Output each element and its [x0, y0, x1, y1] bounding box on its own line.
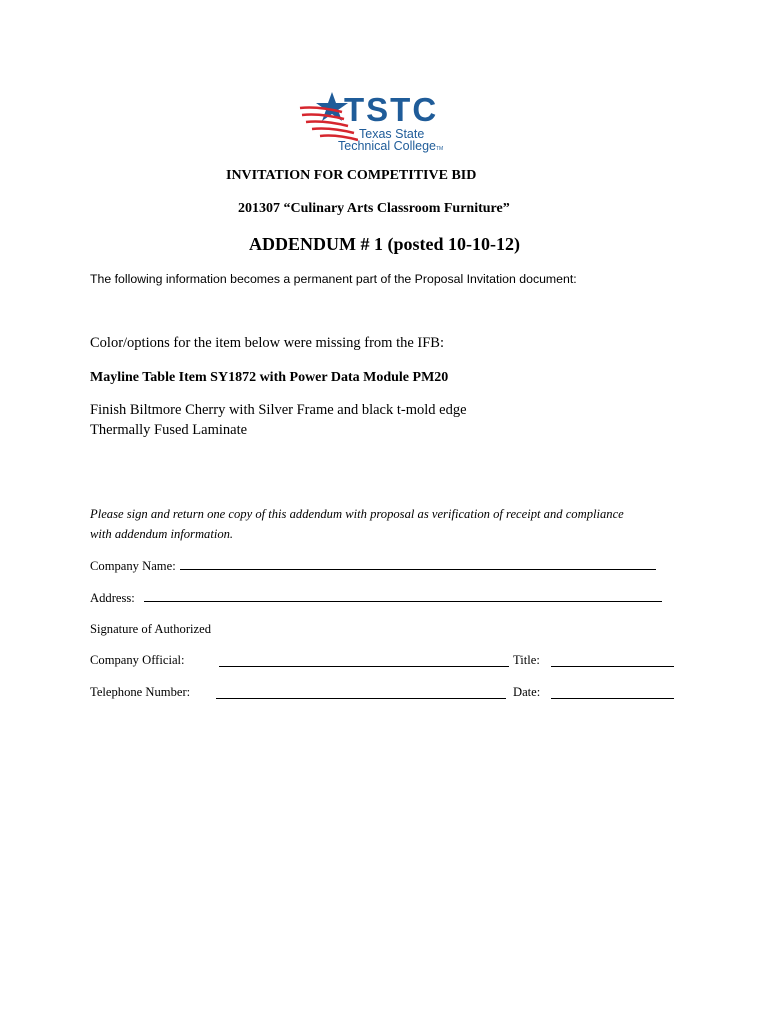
tstc-logo	[298, 88, 474, 158]
signature-label: Signature of Authorized	[90, 622, 212, 636]
title-field[interactable]	[551, 655, 674, 667]
address-row	[90, 590, 662, 606]
addendum-title: ADDENDUM # 1 (posted 10-10-12)	[249, 234, 520, 254]
logo-brand: TSTC	[344, 91, 439, 128]
telephone-label: Telephone Number:	[90, 685, 191, 699]
finish-line-1: Finish Biltmore Cherry with Silver Frame and black t-mold edge	[90, 402, 467, 418]
instruction-line-2: with addendum information.	[90, 527, 234, 541]
invitation-title: INVITATION FOR COMPETITIVE BID	[226, 168, 477, 183]
address-field[interactable]	[144, 590, 662, 602]
intro-text: The following information becomes a permanent part of the Proposal Invitation document:	[90, 272, 577, 286]
missing-options-text: Color/options for the item below were missing from the IFB:	[90, 335, 444, 351]
company-name-field[interactable]	[180, 558, 656, 570]
logo-line1: Texas State	[359, 127, 425, 141]
company-name-label: Company Name:	[90, 559, 176, 573]
item-heading: Mayline Table Item SY1872 with Power Data Module PM20	[90, 370, 449, 385]
company-official-field[interactable]	[219, 655, 509, 667]
instruction-line-1: Please sign and return one copy of this addendum with proposal as verification of receipt and compliance	[90, 507, 624, 521]
company-official-label: Company Official:	[90, 653, 185, 667]
date-field[interactable]	[551, 687, 674, 699]
telephone-field[interactable]	[216, 687, 506, 699]
finish-line-2: Thermally Fused Laminate	[90, 422, 248, 438]
logo-tm: TM	[435, 146, 444, 152]
company-name-row	[90, 558, 656, 574]
title-label: Title:	[513, 653, 540, 667]
address-label: Address:	[90, 591, 135, 605]
logo-line2: Technical CollegeTM	[338, 139, 444, 153]
bid-title: 201307 “Culinary Arts Classroom Furniture”	[238, 201, 510, 216]
date-label: Date:	[513, 685, 541, 699]
